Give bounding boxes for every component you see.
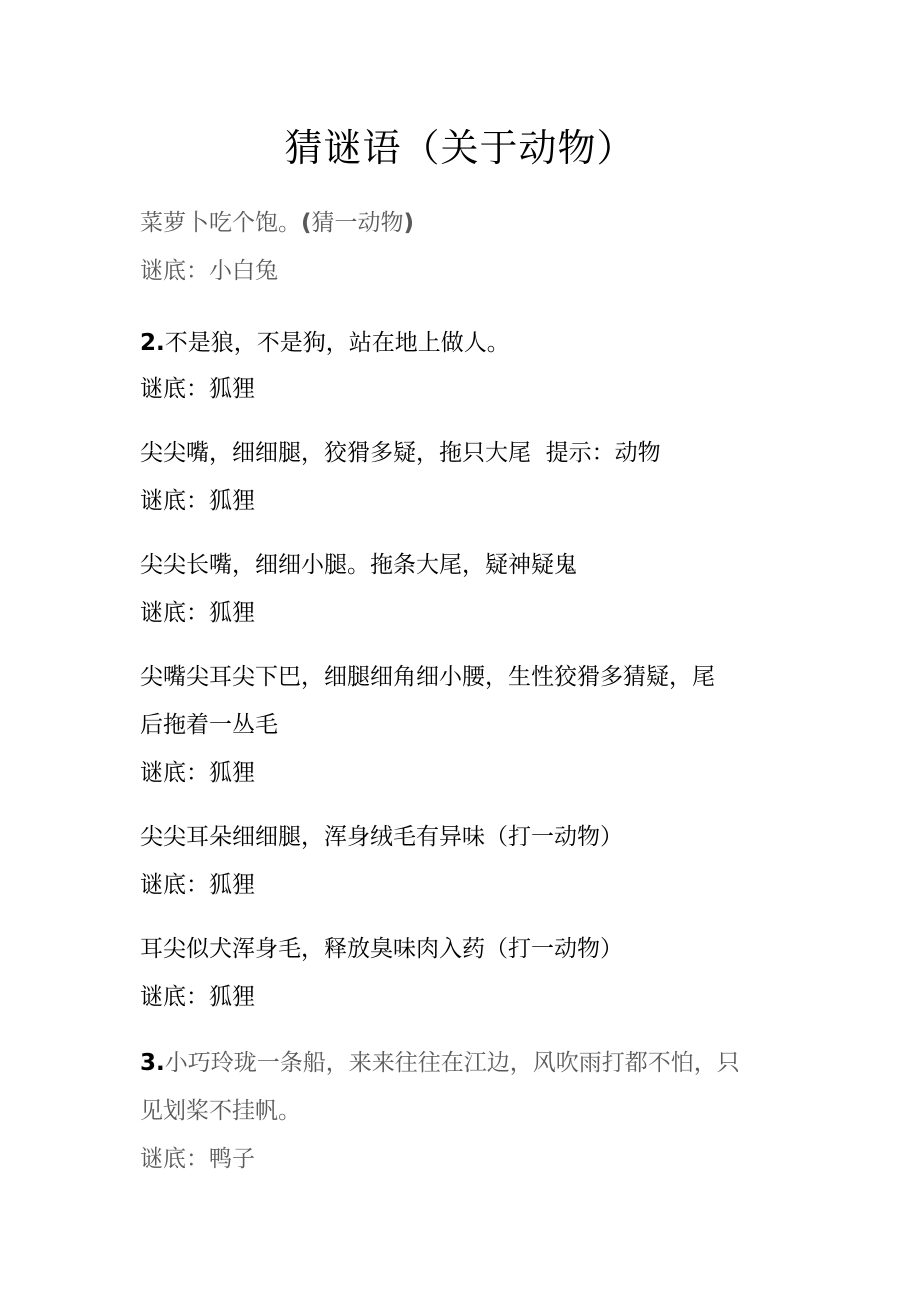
riddle-hint: 猜一动物 xyxy=(311,210,404,236)
riddle-8-question-line-1 xyxy=(140,1046,740,1080)
hint-open-paren: ( xyxy=(301,210,312,236)
riddle-6-question xyxy=(140,820,623,854)
riddle-question-text: 尖尖长嘴，细细小腿。拖条大尾，疑神疑鬼 xyxy=(140,552,577,578)
riddle-3-question xyxy=(140,436,661,470)
answer-label: 谜底： xyxy=(140,376,209,402)
answer-label: 谜底： xyxy=(140,258,209,284)
hint-close-paren: ) xyxy=(403,210,415,236)
riddle-7-question xyxy=(140,932,623,966)
riddle-question-text: 后拖着一丛毛 xyxy=(140,712,278,738)
riddle-2-question xyxy=(140,326,510,360)
riddle-5-answer xyxy=(140,756,255,790)
riddle-8-question-line-2 xyxy=(140,1094,301,1128)
riddle-question-text: 见划桨不挂帆。 xyxy=(140,1098,301,1124)
riddle-6-answer xyxy=(140,868,255,902)
riddle-question-text: 尖尖耳朵细细腿，浑身绒毛有异味（打一动物） xyxy=(140,824,623,850)
riddle-5-question-line-1 xyxy=(140,660,715,694)
riddle-question-text: 耳尖似犬浑身毛，释放臭味肉入药（打一动物） xyxy=(140,936,623,962)
riddle-number: 2. xyxy=(140,330,165,356)
answer-text: 狐狸 xyxy=(209,760,255,786)
riddle-question-text: 尖嘴尖耳尖下巴，细腿细角细小腰，生性狡猾多猜疑，尾 xyxy=(140,664,715,690)
answer-text: 狐狸 xyxy=(209,600,255,626)
riddle-question-text: 尖尖嘴，细细腿，狡猾多疑，拖只大尾 提示：动物 xyxy=(140,440,661,466)
answer-text: 狐狸 xyxy=(209,376,255,402)
riddle-7-answer xyxy=(140,980,255,1014)
page-title: 猜谜语（关于动物） xyxy=(284,126,636,170)
answer-text: 狐狸 xyxy=(209,872,255,898)
riddle-4-question xyxy=(140,548,577,582)
riddle-question-text: 菜萝卜吃个饱。 xyxy=(140,210,301,236)
answer-label: 谜底： xyxy=(140,1146,209,1172)
answer-label: 谜底： xyxy=(140,488,209,514)
answer-label: 谜底： xyxy=(140,872,209,898)
riddle-number: 3. xyxy=(140,1050,165,1076)
answer-text: 狐狸 xyxy=(209,488,255,514)
riddle-1-question xyxy=(140,206,414,240)
riddle-5-question-line-2 xyxy=(140,708,278,742)
answer-text: 鸭子 xyxy=(209,1146,255,1172)
answer-text: 小白兔 xyxy=(209,258,278,284)
riddle-1-answer xyxy=(140,254,278,288)
riddle-3-answer xyxy=(140,484,255,518)
riddle-2-answer xyxy=(140,372,255,406)
answer-label: 谜底： xyxy=(140,760,209,786)
answer-label: 谜底： xyxy=(140,600,209,626)
riddle-question-text: 不是狼，不是狗，站在地上做人。 xyxy=(164,330,510,356)
riddle-8-answer xyxy=(140,1142,255,1176)
riddle-question-text: 小巧玲珑一条船，来来往往在江边，风吹雨打都不怕，只 xyxy=(164,1050,740,1076)
answer-text: 狐狸 xyxy=(209,984,255,1010)
riddle-4-answer xyxy=(140,596,255,630)
answer-label: 谜底： xyxy=(140,984,209,1010)
